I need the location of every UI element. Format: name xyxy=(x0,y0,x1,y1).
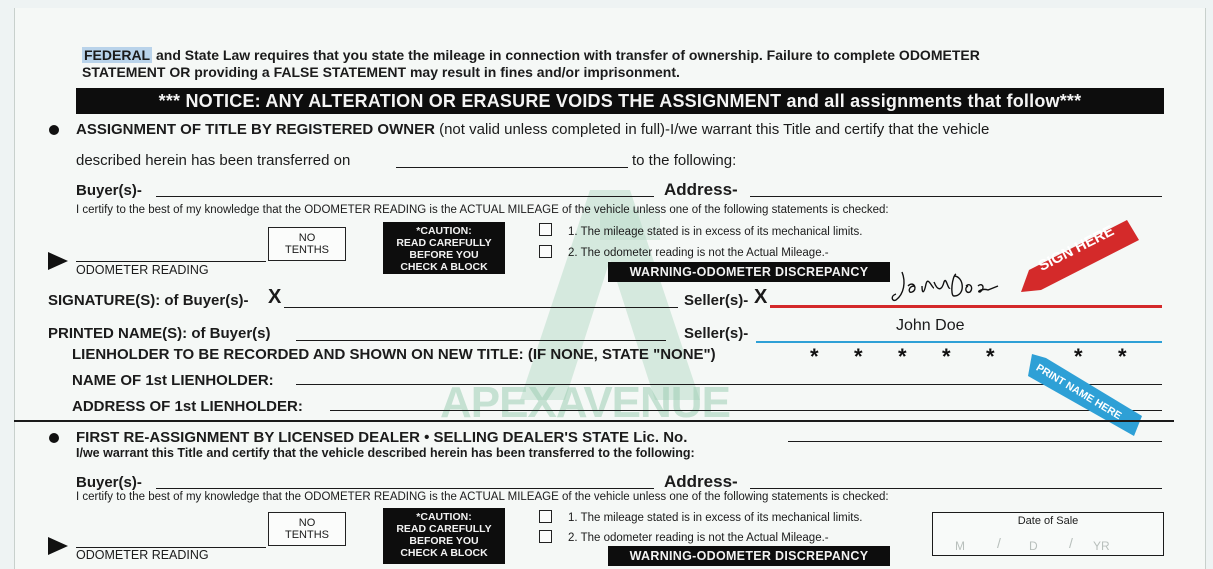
caution-line3: BEFORE YOU xyxy=(409,249,479,261)
caution-box xyxy=(383,222,505,274)
reassignment-heading: FIRST RE-ASSIGNMENT BY LICENSED DEALER • SELLING DEALER'S STATE Lic. No. xyxy=(76,429,688,446)
caution-line4: CHECK A BLOCK xyxy=(400,261,488,273)
asterisk-mark: * xyxy=(942,344,951,369)
watermark-text: APEXAVENUE xyxy=(440,378,730,427)
address-field[interactable] xyxy=(750,196,1162,197)
lienholder-name-label: NAME OF 1st LIENHOLDER: xyxy=(72,372,274,389)
reassign-certify-text: I certify to the best of my knowledge that the ODOMETER READING is the ACTUAL MILEAGE of the vehicle unless one of the following statements is checked: xyxy=(76,491,889,503)
law-statement-line1 xyxy=(82,47,980,63)
printed-buyer-label: PRINTED NAME(S): of Buyer(s) xyxy=(48,325,271,342)
reassign-not-actual-mileage-checkbox[interactable] xyxy=(539,530,552,543)
arrow-right-icon xyxy=(48,537,68,555)
option2-label: 2. The odometer reading is not the Actual Mileage.- xyxy=(568,247,829,259)
odometer-certify-text: I certify to the best of my knowledge that the ODOMETER READING is the ACTUAL MILEAGE of the vehicle unless one of the following statements is checked: xyxy=(76,204,889,216)
asterisk-mark: * xyxy=(810,344,819,369)
asterisk-mark: * xyxy=(1074,344,1083,369)
seller-signature-label: Seller(s)- xyxy=(684,292,749,309)
transferred-on-label: described herein has been transferred on xyxy=(76,152,351,169)
federal-highlight: FEDERAL xyxy=(84,47,151,63)
date-of-sale-box[interactable] xyxy=(932,512,1164,556)
print-name-here-stamp xyxy=(1018,350,1148,440)
assignment-heading-row xyxy=(76,121,989,138)
no-tenths-line2: TENTHS xyxy=(285,244,329,256)
date-separator: / xyxy=(997,535,1001,551)
lienholder-address-label: ADDRESS OF 1st LIENHOLDER: xyxy=(72,398,303,415)
reassign-option1-label: 1. The mileage stated is in excess of its mechanical limits. xyxy=(568,512,863,524)
reassign-no-tenths-box xyxy=(268,512,346,546)
date-of-sale-label: Date of Sale xyxy=(1017,515,1079,527)
date-day-hint: D xyxy=(1029,539,1038,553)
notice-banner: *** NOTICE: ANY ALTERATION OR ERASURE VOIDS THE ASSIGNMENT and all assignments that follow*** xyxy=(76,88,1164,114)
mechanical-limits-checkbox[interactable] xyxy=(539,223,552,236)
buyers-field[interactable] xyxy=(156,196,654,197)
no-tenths-box xyxy=(268,227,346,261)
date-month-hint: M xyxy=(955,539,965,553)
printed-name-value: John Doe xyxy=(896,317,965,334)
no-tenths-line1: NO xyxy=(298,232,316,244)
caution-line4: CHECK A BLOCK xyxy=(400,547,488,559)
print-name-here-text: PRINT NAME HERE xyxy=(1033,361,1124,423)
assignment-heading: ASSIGNMENT OF TITLE BY REGISTERED OWNER xyxy=(76,121,435,138)
not-actual-mileage-checkbox[interactable] xyxy=(539,245,552,258)
odometer-reading-label: ODOMETER READING xyxy=(76,263,209,277)
asterisk-mark: * xyxy=(1118,344,1127,369)
printed-buyer-field[interactable] xyxy=(296,340,666,341)
reassign-odometer-discrepancy-warning: WARNING-ODOMETER DISCREPANCY xyxy=(608,546,890,566)
reassign-mechanical-limits-checkbox[interactable] xyxy=(539,510,552,523)
bullet-icon xyxy=(49,433,59,443)
sign-here-stamp xyxy=(1015,210,1150,300)
reassign-caution-box xyxy=(383,508,505,564)
buyer-signature-field[interactable] xyxy=(284,307,678,308)
reassign-odometer-label: ODOMETER READING xyxy=(76,548,209,562)
law-statement-line2: STATEMENT OR providing a FALSE STATEMENT may result in fines and/or imprisonment. xyxy=(82,64,680,80)
sign-here-text: SIGN HERE xyxy=(1035,222,1117,275)
transfer-date-field[interactable] xyxy=(396,167,628,168)
no-tenths-line2: TENTHS xyxy=(285,529,329,541)
caution-line1: *CAUTION: xyxy=(416,225,472,237)
reassign-buyers-label: Buyer(s)- xyxy=(76,474,142,491)
printed-seller-field[interactable] xyxy=(756,341,1162,343)
arrow-right-icon xyxy=(48,252,68,270)
asterisk-mark: * xyxy=(986,344,995,369)
date-separator: / xyxy=(1069,535,1073,551)
asterisk-mark: * xyxy=(898,344,907,369)
reassign-address-label: Address- xyxy=(664,472,738,491)
to-the-following-label: to the following: xyxy=(632,152,737,169)
seller-x-mark: X xyxy=(754,286,768,308)
asterisk-mark: * xyxy=(854,344,863,369)
law-text-1: and State Law requires that you state the mileage in connection with transfer of ownership. Failure to complete ODOMETER xyxy=(156,47,980,63)
odometer-discrepancy-warning: WARNING-ODOMETER DISCREPANCY xyxy=(608,262,890,282)
reassign-buyers-field[interactable] xyxy=(156,488,654,489)
buyers-label: Buyer(s)- xyxy=(76,182,142,199)
reassign-address-field[interactable] xyxy=(750,488,1162,489)
no-tenths-line1: NO xyxy=(298,517,316,529)
printed-seller-label: Seller(s)- xyxy=(684,325,749,342)
reassign-option2-label: 2. The odometer reading is not the Actual Mileage.- xyxy=(568,532,829,544)
handwritten-signature xyxy=(888,264,1008,313)
date-year-hint: YR xyxy=(1093,539,1110,553)
assignment-heading-rest: (not valid unless completed in full)-I/we warrant this Title and certify that the vehicle xyxy=(439,121,990,138)
lienholder-label: LIENHOLDER TO BE RECORDED AND SHOWN ON NEW TITLE: (IF NONE, STATE "NONE") xyxy=(72,346,716,363)
odometer-reading-field[interactable] xyxy=(76,261,266,262)
address-label: Address- xyxy=(664,180,738,199)
caution-line2: READ CAREFULLY xyxy=(396,237,492,249)
buyer-signature-label: SIGNATURE(S): of Buyer(s)- xyxy=(48,292,249,309)
section-divider xyxy=(14,420,1174,422)
reassignment-warrant: I/we warrant this Title and certify that the vehicle described herein has been transferred to the following: xyxy=(76,446,695,460)
dealer-license-field[interactable] xyxy=(788,441,1162,442)
caution-line2: READ CAREFULLY xyxy=(396,523,492,535)
buyer-x-mark: X xyxy=(268,286,282,308)
caution-line3: BEFORE YOU xyxy=(409,535,479,547)
option1-label: 1. The mileage stated is in excess of its mechanical limits. xyxy=(568,226,863,238)
bullet-icon xyxy=(49,125,59,135)
caution-line1: *CAUTION: xyxy=(416,511,472,523)
